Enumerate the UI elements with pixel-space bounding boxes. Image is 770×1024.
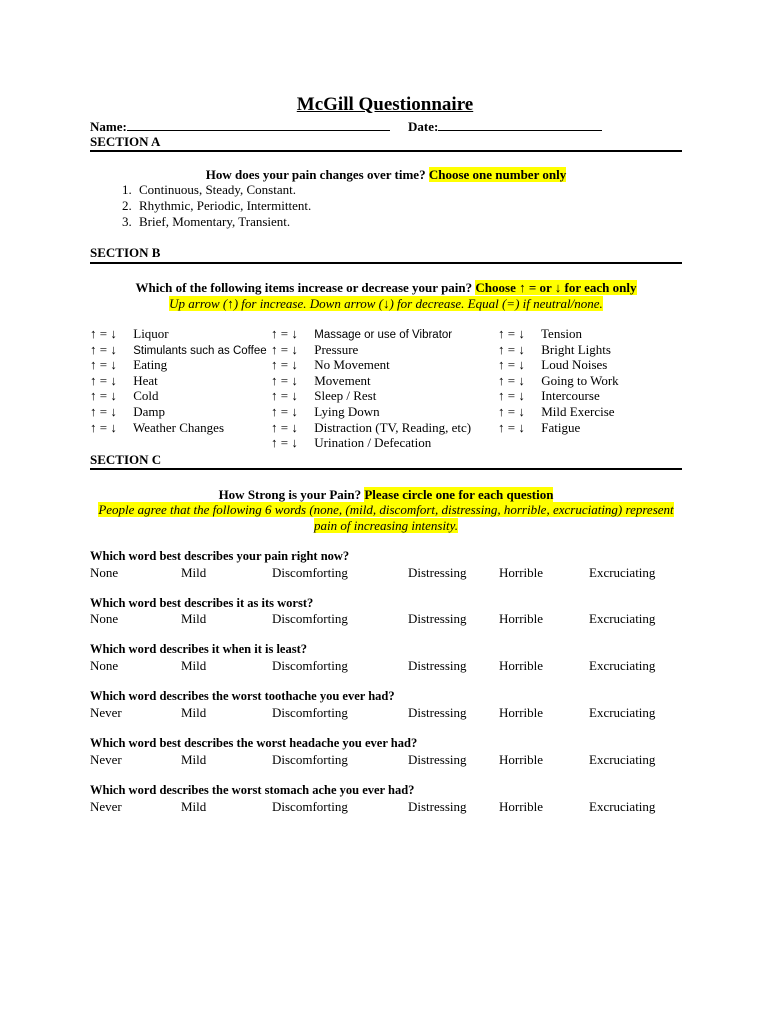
answer-option[interactable]: None (90, 611, 119, 626)
answer-option[interactable]: Excruciating (589, 705, 656, 720)
answer-option[interactable]: Never (90, 799, 122, 814)
pain-question: Which word describes the worst stomach ache you ever had? (90, 783, 415, 797)
trigger-label: Heat (133, 372, 158, 388)
answer-option[interactable]: Horrible (499, 799, 544, 814)
section-a-instruction: Choose one number only (428, 167, 567, 182)
answer-option[interactable]: Distressing (408, 799, 467, 814)
trigger-label: Weather Changes (133, 419, 225, 435)
answer-option[interactable]: Excruciating (589, 611, 656, 626)
answer-option[interactable]: Horrible (499, 658, 544, 673)
trigger-row[interactable] (90, 357, 267, 373)
pain-question: Which word best describes your pain right now? (90, 549, 350, 563)
section-c-instruction: Please circle one for each question (364, 487, 554, 502)
arrow-choices[interactable]: ↑ = ↓ (90, 388, 117, 404)
trigger-row[interactable] (90, 342, 267, 358)
trigger-row[interactable] (271, 435, 471, 451)
answer-option[interactable]: None (90, 658, 119, 673)
arrow-choices[interactable]: ↑ = ↓ (498, 341, 525, 357)
section-c-note-2: pain of increasing intensity. (314, 518, 458, 533)
trigger-label: Sleep / Rest (314, 388, 377, 404)
trigger-row[interactable] (271, 420, 471, 436)
section-c-note-line-1 (90, 502, 682, 518)
trigger-label: No Movement (314, 357, 390, 373)
trigger-row[interactable] (271, 357, 471, 373)
answer-option[interactable]: Discomforting (272, 611, 348, 626)
section-a-question: How does your pain changes over time? (205, 167, 426, 182)
trigger-row[interactable] (271, 342, 471, 358)
answer-option[interactable]: Distressing (408, 658, 467, 673)
trigger-row[interactable] (90, 388, 267, 404)
trigger-label: Cold (133, 388, 159, 404)
trigger-row[interactable] (498, 342, 619, 358)
section-b-legend-line (90, 296, 682, 312)
arrow-choices[interactable]: ↑ = ↓ (90, 341, 117, 357)
pain-question: Which word describes the worst toothache you ever had? (90, 689, 395, 703)
trigger-label: Tension (541, 326, 582, 341)
arrow-choices[interactable]: ↑ = ↓ (498, 388, 525, 404)
answer-option[interactable]: Discomforting (272, 799, 348, 814)
trigger-row[interactable] (498, 373, 619, 389)
trigger-label: Bright Lights (541, 341, 611, 357)
answer-option[interactable]: Mild (181, 611, 207, 626)
answer-option[interactable]: Excruciating (589, 565, 656, 580)
section-c-question: How Strong is your Pain? (218, 487, 362, 502)
section-c-note-1: People agree that the following 6 words (none, (mild, discomfort, distressing, horrible, excruciating) represent (98, 502, 674, 517)
name-field[interactable] (127, 118, 390, 131)
pain-question: Which word describes it when it is least? (90, 642, 308, 656)
trigger-row[interactable] (498, 420, 619, 436)
answer-option[interactable]: Never (90, 752, 122, 767)
arrow-choices[interactable]: ↑ = ↓ (271, 341, 298, 357)
section-c-note-line-2 (90, 518, 682, 534)
trigger-row[interactable] (271, 388, 471, 404)
arrow-choices[interactable]: ↑ = ↓ (498, 357, 525, 373)
section-b-divider (90, 262, 682, 264)
pain-question: Which word best describes it as its worst? (90, 596, 314, 610)
triggers-column-3 (498, 326, 619, 435)
section-b-label: SECTION B (90, 245, 161, 260)
date-label: Date: (408, 119, 439, 134)
answer-option[interactable]: Horrible (499, 752, 544, 767)
answer-option[interactable]: Mild (181, 565, 207, 580)
triggers-column-1 (90, 326, 267, 435)
answer-option[interactable]: Excruciating (589, 658, 656, 673)
trigger-label: Massage or use of Vibrator (314, 329, 453, 341)
trigger-label: Intercourse (541, 388, 600, 404)
section-b-question: Which of the following items increase or decrease your pain? (135, 280, 473, 295)
trigger-row[interactable] (90, 373, 267, 389)
arrow-choices[interactable]: ↑ = ↓ (271, 326, 298, 341)
option-3[interactable]: 3. Brief, Momentary, Transient. (135, 214, 311, 230)
section-b-question-line (90, 280, 682, 296)
triggers-column-2 (271, 326, 471, 451)
answer-option[interactable]: Excruciating (589, 799, 656, 814)
section-a-label: SECTION A (90, 134, 161, 149)
pain-question: Which word best describes the worst headache you ever had? (90, 736, 418, 750)
section-b-legend: Up arrow (↑) for increase. Down arrow (↓) for decrease. Equal (=) if neutral/none. (169, 296, 603, 311)
trigger-label: Going to Work (541, 372, 619, 388)
name-label: Name: (90, 119, 127, 134)
arrow-choices[interactable]: ↑ = ↓ (498, 326, 525, 341)
answer-option[interactable]: Mild (181, 658, 207, 673)
answer-option[interactable]: Never (90, 705, 122, 720)
arrow-choices[interactable]: ↑ = ↓ (498, 403, 525, 419)
trigger-row[interactable] (90, 420, 267, 436)
trigger-row[interactable] (498, 357, 619, 373)
trigger-row[interactable] (498, 326, 619, 342)
arrow-choices[interactable]: ↑ = ↓ (90, 357, 117, 373)
arrow-choices[interactable]: ↑ = ↓ (271, 357, 298, 373)
date-field[interactable] (438, 118, 602, 131)
arrow-choices[interactable]: ↑ = ↓ (498, 372, 525, 388)
answer-option[interactable]: Horrible (499, 611, 544, 626)
answer-option[interactable]: Mild (181, 705, 207, 720)
section-b-instruction: Choose ↑ = or ↓ for each only (475, 280, 637, 295)
answer-option[interactable]: Horrible (499, 705, 544, 720)
arrow-choices[interactable]: ↑ = ↓ (271, 403, 298, 419)
arrow-choices[interactable]: ↑ = ↓ (271, 388, 298, 404)
name-field-row (90, 118, 390, 135)
trigger-label: Distraction (TV, Reading, etc) (314, 419, 472, 435)
answer-option[interactable]: Distressing (408, 705, 467, 720)
answer-option[interactable]: Excruciating (589, 752, 656, 767)
section-a-question-line (90, 167, 682, 183)
section-a-divider (90, 150, 682, 152)
arrow-choices[interactable]: ↑ = ↓ (90, 326, 117, 341)
section-c-label: SECTION C (90, 452, 162, 467)
trigger-label: Eating (133, 357, 168, 373)
answer-option[interactable]: Distressing (408, 752, 467, 767)
arrow-choices[interactable]: ↑ = ↓ (498, 419, 525, 435)
option-2[interactable]: 2. Rhythmic, Periodic, Intermittent. (135, 198, 311, 214)
trigger-row[interactable] (271, 373, 471, 389)
answer-option[interactable]: Discomforting (272, 752, 348, 767)
option-1[interactable]: 1. Continuous, Steady, Constant. (135, 182, 311, 198)
section-c-divider (90, 468, 682, 470)
arrow-choices[interactable]: ↑ = ↓ (90, 419, 117, 435)
answer-option[interactable]: Horrible (499, 565, 544, 580)
trigger-label: Pressure (314, 341, 359, 357)
trigger-label: Urination / Defecation (314, 435, 432, 451)
trigger-row[interactable] (498, 388, 619, 404)
answer-option[interactable]: Distressing (408, 565, 467, 580)
answer-option[interactable]: Mild (181, 752, 207, 767)
arrow-choices[interactable]: ↑ = ↓ (271, 419, 298, 435)
answer-option[interactable]: None (90, 565, 119, 580)
trigger-label: Mild Exercise (541, 403, 615, 419)
trigger-label: Liquor (133, 326, 169, 341)
trigger-row[interactable] (498, 404, 619, 420)
arrow-choices[interactable]: ↑ = ↓ (271, 372, 298, 388)
section-c-question-line (90, 487, 682, 503)
trigger-row[interactable] (90, 326, 267, 342)
answer-option[interactable]: Discomforting (272, 658, 348, 673)
date-field-row (408, 118, 602, 135)
section-a-options (90, 182, 311, 230)
page-title: McGill Questionnaire (296, 94, 474, 115)
answer-option[interactable]: Mild (181, 799, 207, 814)
answer-option[interactable]: Distressing (408, 611, 467, 626)
arrow-choices[interactable]: ↑ = ↓ (90, 403, 117, 419)
trigger-label: Fatigue (541, 419, 581, 435)
arrow-choices[interactable]: ↑ = ↓ (90, 372, 117, 388)
arrow-choices[interactable]: ↑ = ↓ (271, 435, 298, 451)
trigger-row[interactable] (90, 404, 267, 420)
trigger-label: Movement (314, 372, 371, 388)
answer-option[interactable]: Discomforting (272, 705, 348, 720)
trigger-label: Lying Down (314, 403, 380, 419)
trigger-label: Damp (133, 403, 166, 419)
trigger-row[interactable] (271, 326, 471, 342)
answer-option[interactable]: Discomforting (272, 565, 348, 580)
trigger-label: Loud Noises (541, 357, 608, 373)
trigger-label: Stimulants such as Coffee (133, 344, 267, 357)
trigger-row[interactable] (271, 404, 471, 420)
